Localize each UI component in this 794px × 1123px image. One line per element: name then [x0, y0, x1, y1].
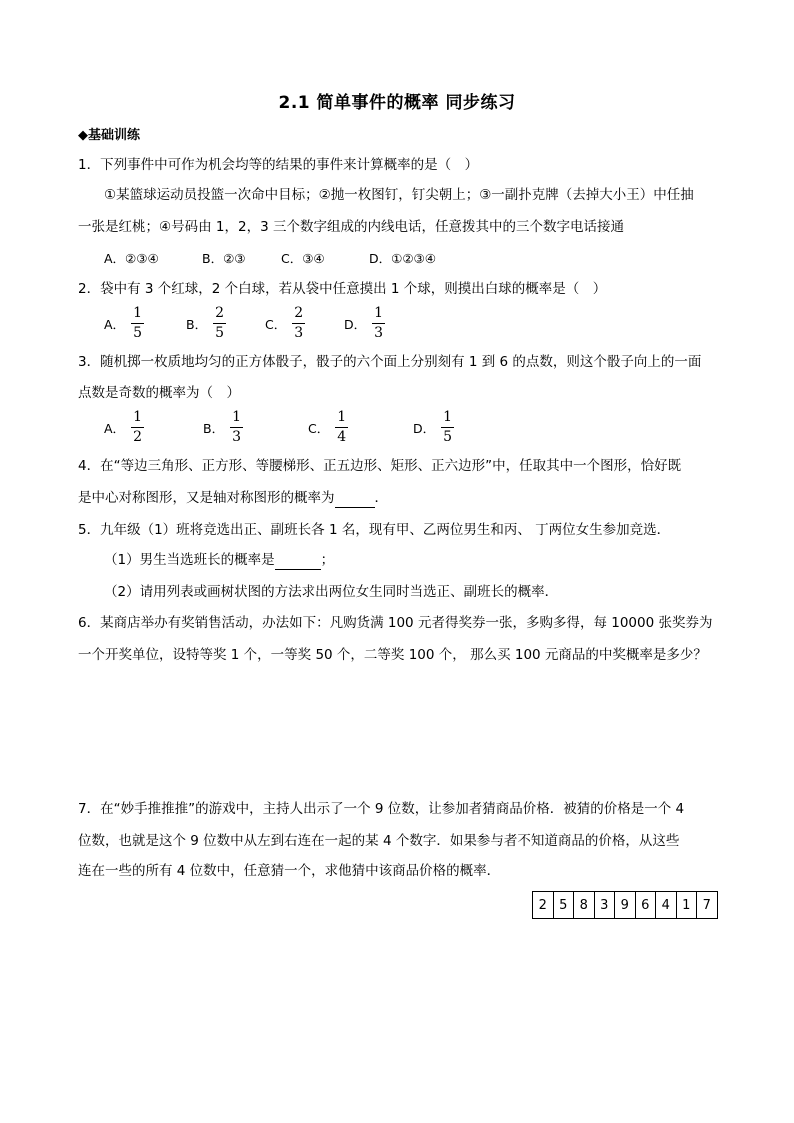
numerator: 1 [443, 409, 453, 425]
denominator: 5 [443, 429, 453, 445]
numerator: 2 [215, 305, 224, 321]
q3-option-c [308, 410, 348, 445]
q1-events-line-2: 一张是红桃；④号码由 1，2，3 三个数字组成的内线电话，任意拨其中的三个数字电话接通 [78, 219, 624, 235]
q1-stem: 1．下列事件中可作为机会均等的结果的事件来计算概率的是（ ） [78, 157, 479, 173]
q3-option-c-label: C． [308, 420, 330, 436]
page-title: 2.1 简单事件的概率 同步练习 [278, 93, 516, 113]
q5-sub-1 [104, 550, 334, 570]
q5-sub-1-text: （1）男生当选班长的概率是 [104, 552, 275, 568]
q2-option-d [344, 306, 385, 341]
q4-stem-end: ． [374, 490, 388, 506]
q3-option-b-label: B． [203, 420, 225, 436]
digit-cell: 8 [574, 892, 595, 919]
numerator: 1 [133, 305, 142, 321]
q7-stem-line-2: 位数，也就是这个 9 位数中从左到右连在一起的某 4 个数字．如果参与者不知道商品的价格，从这些 [78, 833, 680, 849]
q2-option-d-fraction [372, 306, 385, 341]
q3-option-d-label: D． [413, 420, 436, 436]
denominator: 2 [133, 429, 142, 445]
q2-option-c-label: C． [265, 316, 287, 332]
q6-stem-line-1: 6．某商店举办有奖销售活动，办法如下：凡购货满 100 元者得奖券一张，多购多得，每 10000 张奖券为 [78, 615, 713, 631]
denominator: 3 [232, 429, 241, 445]
digit-cell: 3 [594, 892, 615, 919]
q1-option-a: A．②③④ [104, 251, 159, 266]
q4-stem-line-1: 4．在“等边三角形、正方形、等腰梯形、正五边形、矩形、正六边形”中，任取其中一个图形，恰好既 [78, 458, 682, 474]
numerator: 1 [337, 409, 347, 425]
q1-option-b: B．②③ [202, 251, 246, 266]
q3-option-d [413, 410, 454, 445]
denominator: 5 [133, 325, 142, 341]
q4-stem-text: 是中心对称图形，又是轴对称图形的概率为 [78, 490, 335, 506]
q2-option-a-label: A． [104, 316, 126, 332]
q2-option-c [265, 306, 305, 341]
answer-blank[interactable] [275, 553, 321, 570]
section-title: ◆基础训练 [78, 128, 140, 143]
q5-sub-1-end: ； [320, 552, 335, 568]
q1-option-c: C．③④ [281, 251, 325, 266]
q5-sub-2: （2）请用列表或画树状图的方法求出两位女生同时当选正、副班长的概率． [104, 584, 559, 600]
q2-option-a-fraction [131, 306, 144, 341]
q2-option-b-label: B． [186, 316, 208, 332]
numerator: 2 [294, 305, 304, 321]
q3-option-a-label: A． [104, 420, 126, 436]
q2-option-d-label: D． [344, 316, 367, 332]
digit-cell: 1 [676, 892, 697, 919]
numerator: 1 [133, 409, 142, 425]
q3-stem-line-1: 3．随机掷一枚质地均匀的正方体骰子，骰子的六个面上分别刻有 1 到 6 的点数，则这个骰子向上的一面 [78, 354, 702, 370]
denominator: 3 [294, 325, 304, 341]
q7-stem-line-3: 连在一些的所有 4 位数中，任意猜一个，求他猜中该商品价格的概率． [78, 863, 501, 879]
q3-option-a [104, 410, 144, 445]
answer-blank[interactable] [335, 491, 375, 508]
q3-stem-line-2: 点数是奇数的概率为（ ） [78, 385, 240, 401]
digit-cell: 6 [635, 892, 656, 919]
denominator: 5 [215, 325, 224, 341]
digit-cell: 5 [553, 892, 574, 919]
digit-cell: 2 [533, 892, 554, 919]
q3-option-d-fraction [441, 410, 454, 445]
q7-stem-line-1: 7．在“妙手推推推”的游戏中，主持人出示了一个 9 位数，让参加者猜商品价格．被猜的价格是一个 4 [78, 801, 685, 817]
q4-stem-line-2 [78, 488, 388, 508]
numerator: 1 [232, 409, 241, 425]
digit-row [533, 892, 718, 919]
digit-cell: 4 [656, 892, 677, 919]
q2-option-a [104, 306, 144, 341]
q1-events-line-1: ①某篮球运动员投篮一次命中目标；②抛一枚图钉，钉尖朝上；③一副扑克牌（去掉大小王）中任抽 [104, 187, 694, 203]
q6-stem-line-2: 一个开奖单位，设特等奖 1 个，一等奖 50 个，二等奖 100 个， 那么买 100 元商品的中奖概率是多少？ [78, 647, 707, 663]
digit-cell: 7 [697, 892, 718, 919]
q2-stem: 2．袋中有 3 个红球，2 个白球，若从袋中任意摸出 1 个球，则摸出白球的概率是（ ） [78, 281, 607, 297]
q5-stem: 5．九年级（1）班将竞选出正、副班长各 1 名，现有甲、乙两位男生和丙、 丁两位女生参加竞选． [78, 522, 671, 538]
denominator: 4 [337, 429, 347, 445]
q2-option-b-fraction [213, 306, 226, 341]
q2-option-c-fraction [292, 306, 305, 341]
q3-option-b-fraction [230, 410, 243, 445]
digit-cell: 9 [615, 892, 636, 919]
nine-digit-table [532, 891, 718, 919]
numerator: 1 [374, 305, 384, 321]
denominator: 3 [374, 325, 384, 341]
q1-option-d: D．①②③④ [369, 251, 436, 266]
q3-option-b [203, 410, 243, 445]
q3-option-c-fraction [335, 410, 348, 445]
q3-option-a-fraction [131, 410, 144, 445]
q2-option-b [186, 306, 226, 341]
